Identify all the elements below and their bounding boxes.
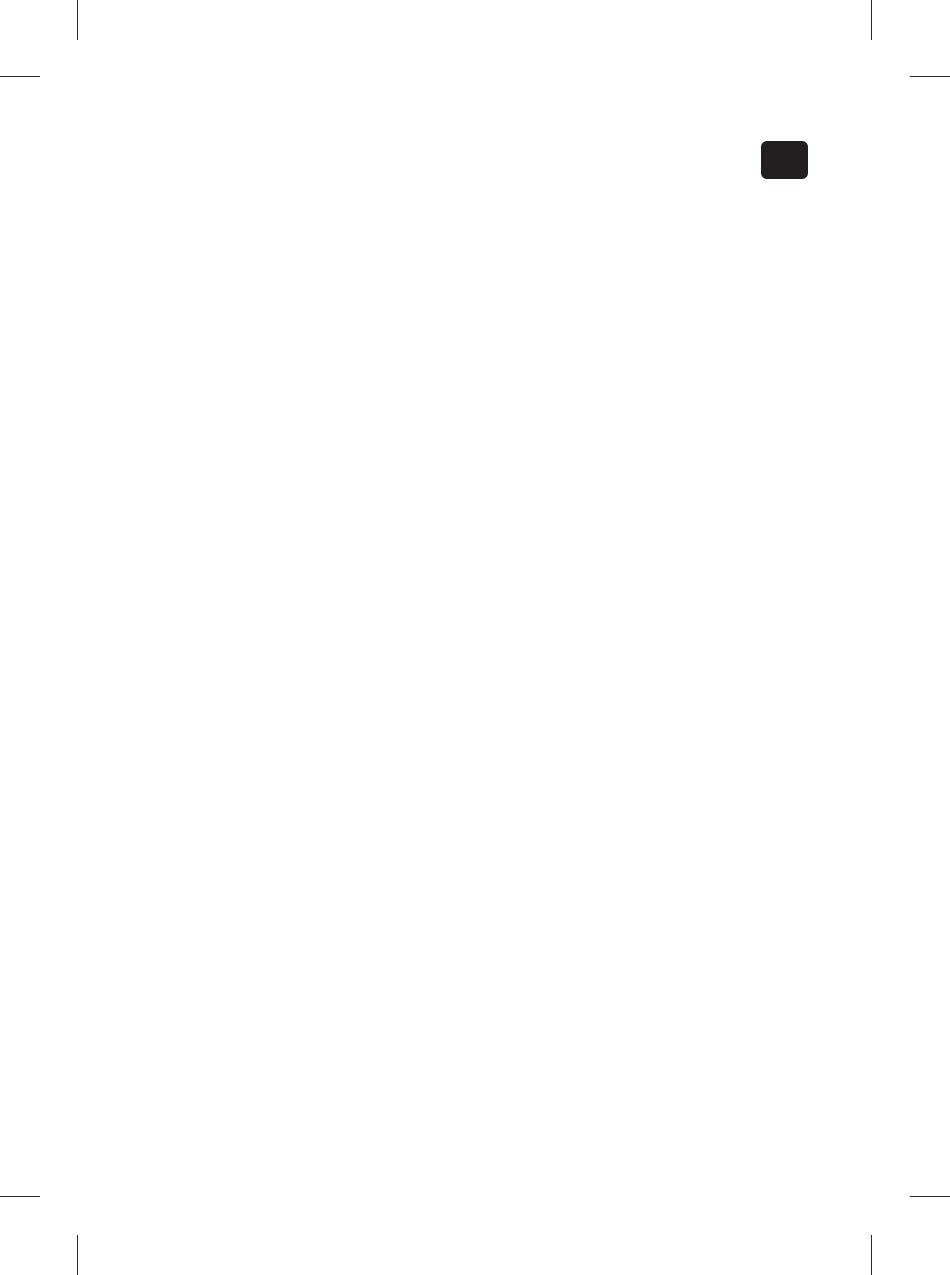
- language-badge: [761, 141, 808, 179]
- crop-mark-top-left-vertical: [77, 0, 78, 40]
- crop-mark-bottom-right-horizontal: [910, 1196, 950, 1197]
- crop-mark-bottom-left-horizontal: [0, 1196, 40, 1197]
- crop-mark-top-left-horizontal: [0, 76, 40, 77]
- crop-mark-bottom-right-vertical: [871, 1235, 872, 1275]
- crop-mark-top-right-horizontal: [910, 76, 950, 77]
- crop-mark-bottom-left-vertical: [77, 1235, 78, 1275]
- crop-mark-top-right-vertical: [871, 0, 872, 40]
- manual-content: [138, 211, 818, 228]
